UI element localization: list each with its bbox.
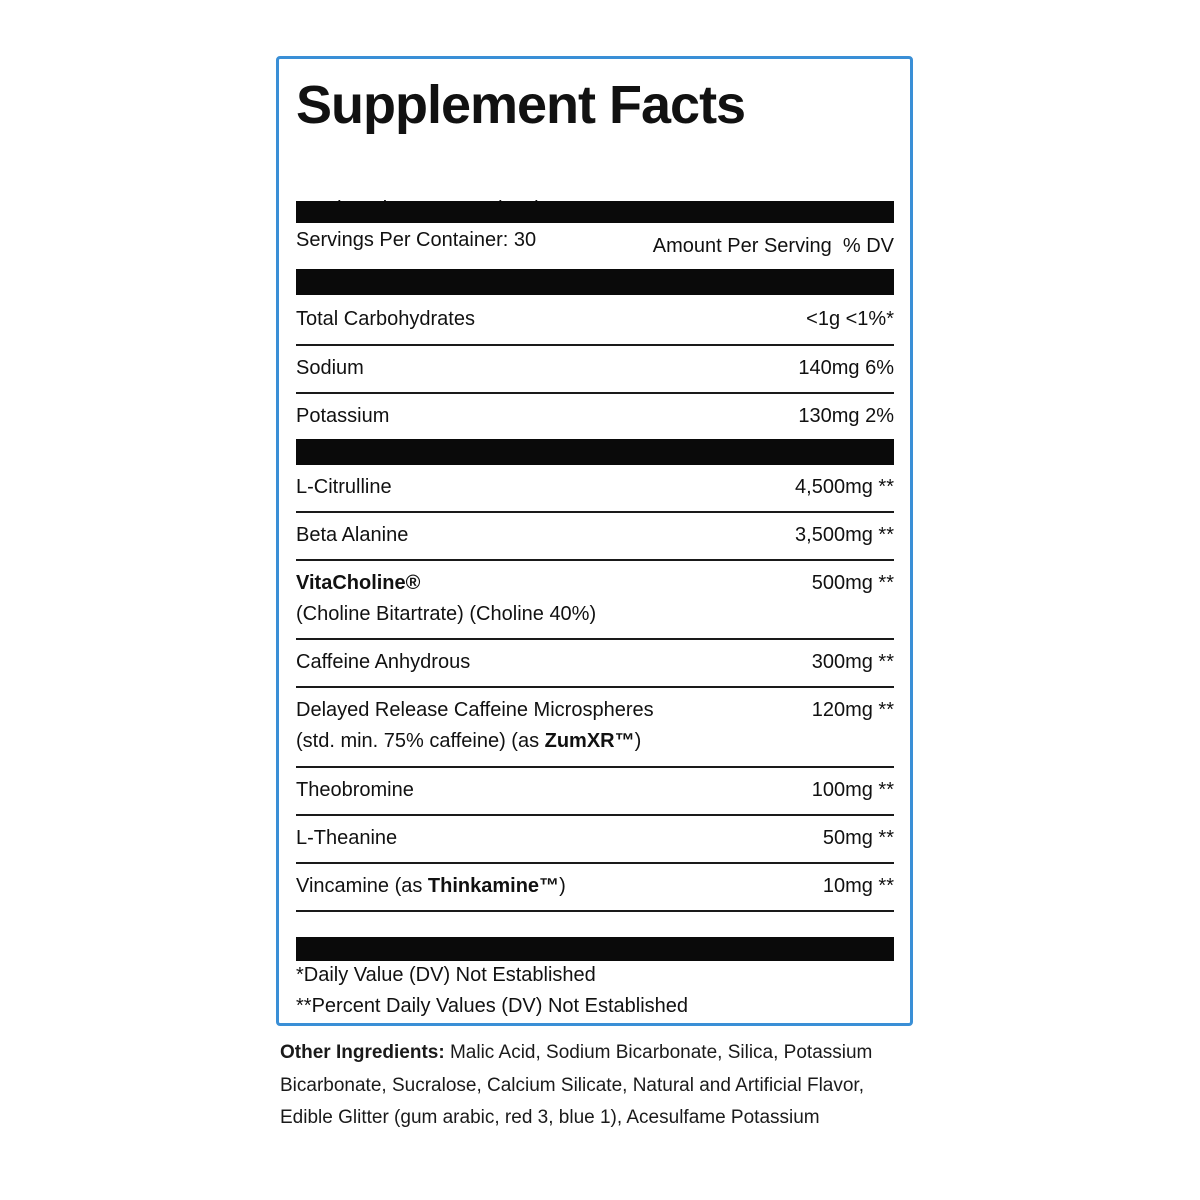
other-ingredients [280,1037,920,1135]
ingredient-name: VitaCholine® [296,572,421,594]
nutrient-row [296,346,894,394]
nutrient-name: Potassium [296,405,390,427]
ingredient-name: L-Citrulline [296,476,392,498]
supplement-facts-panel [276,56,913,1026]
ingredient-row [296,768,894,816]
column-header: Amount Per Serving % DV [652,235,894,257]
ingredient-amount: 10mg ** [822,875,894,897]
nutrient-name: Sodium [296,357,364,379]
ingredient-amount: 3,500mg ** [795,524,894,546]
other-ingredients-label: Other Ingredients: [280,1042,445,1063]
ingredient-row [296,864,894,912]
ingredient-row [296,513,894,561]
nutrient-amount: 140mg 6% [798,357,894,379]
nutrient-row [296,301,894,346]
divider-bar-header [296,269,894,295]
nutrient-amount: <1g <1%* [806,308,894,330]
ingredient-amount: 50mg ** [822,827,894,849]
ingredient-amount: 100mg ** [811,779,894,801]
ingredient-amount: 4,500mg ** [795,476,894,498]
ingredient-amount: 120mg ** [811,699,894,721]
ingredient-row [296,640,894,688]
ingredient-row [296,816,894,864]
ingredient-subtext: (Choline Bitartrate) (Choline 40%) [296,603,597,625]
footnote-dv: *Daily Value (DV) Not Established [296,964,596,986]
ingredient-name: Theobromine [296,779,414,801]
divider-bar-bottom [296,937,894,961]
divider-bar-top [296,201,894,223]
ingredient-row [296,688,894,768]
other-ingredients-text: Malic Acid, Sodium Bicarbonate, Silica, Potassium Bicarbonate, Sucralose, Calcium Silicate, Natural and Artificial Flavor, Edible Glitter (gum arabic, red 3, blue 1), Acesulfame Potassium [280,1042,873,1128]
ingredient-name: Caffeine Anhydrous [296,651,471,673]
ingredient-name: Vincamine (as Thinkamine™) [296,875,566,897]
ingredient-name: L-Theanine [296,827,398,849]
nutrient-row [296,394,894,439]
ingredient-row [296,561,894,640]
ingredient-amount: 300mg ** [811,651,894,673]
ingredient-subtext: (std. min. 75% caffeine) (as ZumXR™) [296,730,642,752]
nutrient-name: Total Carbohydrates [296,308,475,330]
ingredient-amount: 500mg ** [811,572,894,594]
ingredient-name: Beta Alanine [296,524,409,546]
panel-title: Supplement Facts [296,75,746,135]
nutrient-amount: 130mg 2% [798,405,894,427]
ingredient-name: Delayed Release Caffeine Microspheres [296,699,654,721]
divider-bar-ingredients [296,439,894,465]
servings-per-container: Servings Per Container: 30 [296,229,537,251]
ingredient-row [296,465,894,513]
footnote-percent-dv: **Percent Daily Values (DV) Not Established [296,995,689,1017]
